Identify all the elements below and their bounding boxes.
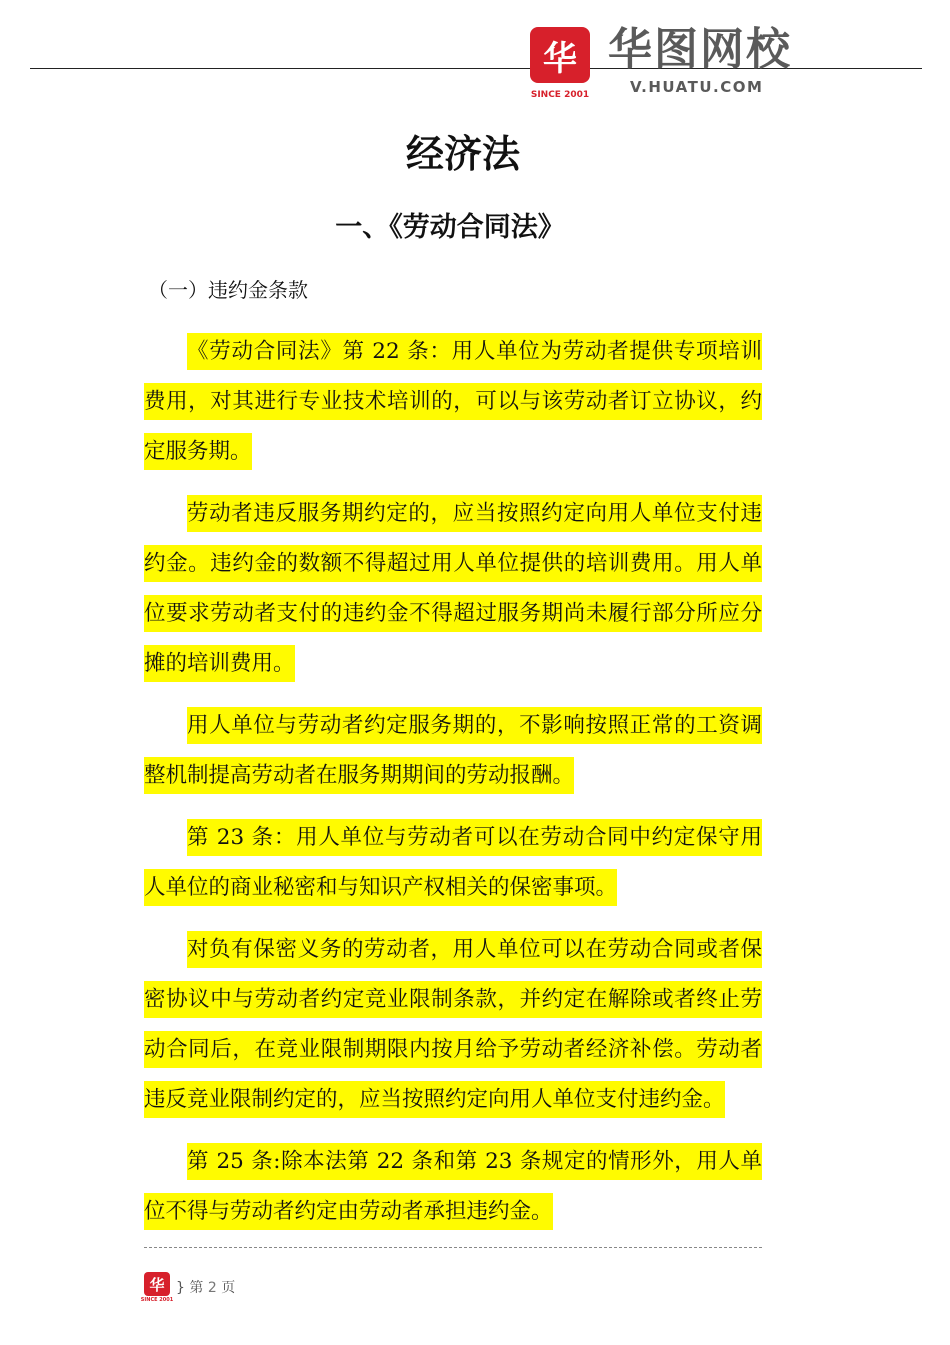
paragraph-6: [144, 1137, 762, 1237]
paragraph-1: [144, 327, 762, 477]
footer-divider: [144, 1247, 762, 1248]
highlighted-text: 用人单位与劳动者约定服务期的，不影响按照正常的工资调整机制提高劳动者在服务期期间的劳动报酬。: [144, 707, 762, 794]
huatu-logo-icon: 华: [530, 27, 590, 83]
logo-since-text: SINCE 2001: [530, 90, 590, 100]
section-heading: （一）违约金条款: [148, 278, 308, 302]
highlighted-text: 第 25 条:除本法第 22 条和第 23 条规定的情形外，用人单位不得与劳动者约定由劳动者承担违约金。: [144, 1143, 762, 1230]
brand-name: 华图网校: [608, 24, 792, 75]
highlighted-text: 劳动者违反服务期约定的，应当按照约定向用人单位支付违约金。违约金的数额不得超过用人单位提供的培训费用。用人单位要求劳动者支付的违约金不得超过服务期尚未履行部分所应分摊的培训费用。: [144, 495, 762, 682]
footer-since-text: SINCE 2001: [140, 1297, 174, 1303]
document-body: [144, 327, 762, 1249]
paragraph-4: [144, 813, 762, 913]
page-number: 2: [207, 1280, 217, 1296]
footer-bracket: }: [176, 1280, 185, 1296]
brand-url: V.HUATU.COM: [630, 78, 764, 96]
highlighted-text: 《劳动合同法》第 22 条：用人单位为劳动者提供专项培训费用，对其进行专业技术培训的，可以与该劳动者订立协议，约定服务期。: [144, 333, 762, 470]
page-suffix: 页: [221, 1280, 236, 1296]
paragraph-2: [144, 489, 762, 689]
document-title: 经济法: [405, 132, 520, 176]
highlighted-text: 对负有保密义务的劳动者，用人单位可以在劳动合同或者保密协议中与劳动者约定竞业限制条款，并约定在解除或者终止劳动合同后，在竞业限制期限内按月给予劳动者经济补偿。劳动者违反竞业限制约定的，应当按照约定向用人单位支付违约金。: [144, 931, 762, 1118]
page-prefix: 第: [189, 1280, 204, 1296]
paragraph-5: [144, 925, 762, 1125]
footer-logo-icon: 华: [144, 1272, 170, 1296]
highlighted-text: 第 23 条：用人单位与劳动者可以在劳动合同中约定保守用人单位的商业秘密和与知识产权相关的保密事项。: [144, 819, 762, 906]
page-indicator: [176, 1277, 235, 1297]
chapter-heading: 一、《劳动合同法》: [335, 212, 565, 243]
paragraph-3: [144, 701, 762, 801]
